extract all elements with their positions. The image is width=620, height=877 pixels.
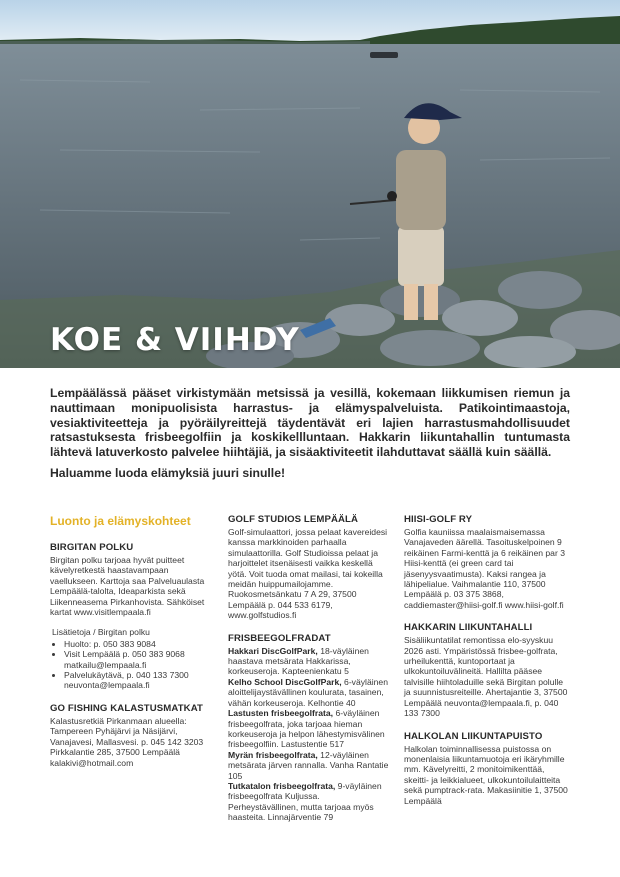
frisbee-entry-name: Tutkatalon frisbeegolfrata, bbox=[228, 780, 336, 791]
hakkari-heading: HAKKARIN LIIKUNTAHALLI bbox=[404, 622, 533, 634]
halkola-block bbox=[404, 731, 570, 806]
birgitan-text: Birgitan polku tarjoaa hyvät puitteet kävelyretkestä haastavampaan vaellukseen. Karttoja saa Palveluaulasta Lempäälä-talolta, Ideaparkista sekä Liikenneasema Pirkanhovista. Sähköiset kartat www.visitlempaala.fi bbox=[50, 555, 205, 618]
slogan: Haluamme luoda elämyksiä juuri sinulle! bbox=[50, 466, 286, 480]
birgitan-heading: BIRGITAN POLKU bbox=[50, 542, 134, 553]
birgitan-polku-block bbox=[50, 542, 215, 691]
frisbee-block bbox=[228, 633, 390, 823]
gofishing-text: Kalastusretkiä Pirkanmaan alueella: Tampereen Pyhäjärvi ja Näsijärvi, Vanajavesi, Mallasvesi. p. 045 142 3203 Pirkkalantie 285, 37500 Lempäälä kalakivi@hotmail.com bbox=[50, 715, 204, 768]
gofishing-block bbox=[50, 703, 215, 768]
golfstudios-block bbox=[228, 514, 390, 621]
section-title: Luonto ja elämyskohteet bbox=[50, 514, 191, 528]
column-golf bbox=[228, 514, 390, 835]
frisbee-entry-name: Kelho School DiscGolfPark, bbox=[228, 676, 342, 687]
frisbee-entry-text: 18-väyläinen haastava metsärata Hakkarissa, korkeuseroja. Kapteenienkatu 5 bbox=[228, 645, 369, 677]
halkola-heading: HALKOLAN LIIKUNTAPUISTO bbox=[404, 730, 543, 742]
contact-item: • Huolto: p. 050 383 9084 bbox=[64, 639, 215, 649]
golfstudios-heading: GOLF STUDIOS LEMPÄÄLÄ bbox=[228, 514, 359, 525]
hero-illustration bbox=[0, 0, 620, 368]
golfstudios-text: Golf-simulaattori, jossa pelaat kavereidesi kanssa markkinoiden parhaalla simulaattorilla. Golf Studioissa pelaat ja harjoittelet itsenäisesti vaikka keskellä yötä. Voit tuoda omat mailasi, tai kokeilla meidän huippumailojamme. Ruokosmetsänkatu 7 A 29, 37500 Lempäälä p. 044 533 6179, www.golfstudios.fi bbox=[228, 527, 388, 621]
frisbee-list bbox=[228, 646, 390, 823]
hiisigolf-text: Golfia kauniissa maalaismaisemassa Vanajaveden äärellä. Tasoituskelpoinen 9 reikäinen Farmi-kenttä ja 6 reikäinen par 3 Hiisi-kenttä (ei green card tai jäsenyysvaatimusta). Kaksi rangea ja lähipelialue. Vaihmalantie 110, 37500 Lempäälä p. 03 375 3868, caddiemaster@hiisi-golf.fi www.hiisi-golf.fi bbox=[404, 527, 565, 610]
contact-item: • Visit Lempäälä p. 050 383 9068 matkailu@lempaala.fi bbox=[64, 649, 215, 670]
frisbee-entry bbox=[228, 677, 390, 708]
frisbee-entry-text: 6-väyläinen frisbeegolfrata, joka tarjoaa hieman korkeuseroja ja helpon lähestymisvälinen frisbeegolfiin. Lastustentie 517 bbox=[228, 708, 385, 750]
frisbee-entry-text: 6-väyläinen aloittelijaystävällinen koulurata, tasainen, vähän korkeuseroja. Kelhontie 40 bbox=[228, 676, 388, 708]
frisbee-entry bbox=[228, 708, 390, 750]
frisbee-entry-name: Lastusten frisbeegolfrata, bbox=[228, 708, 334, 719]
hero-photo bbox=[0, 0, 620, 368]
frisbee-entry bbox=[228, 781, 390, 823]
column-sports bbox=[404, 514, 570, 818]
hiisigolf-heading: HIISI-GOLF RY bbox=[404, 514, 473, 525]
birgitan-contacts bbox=[50, 639, 215, 691]
gofishing-heading: GO FISHING KALASTUSMATKAT bbox=[50, 702, 203, 714]
frisbee-entry-text: 9-väyläinen frisbeegolfrata Kuljussa. Perheystävällinen, mutta tarjoaa myös haasteita. Linnajärventie 79 bbox=[228, 780, 382, 823]
halkola-text: Halkolan toiminnallisessa puistossa on monenlaisia liikuntamuotoja eri ikäryhmille mm. Kävelyreitti, 2 monitoimikenttää, skeitti- ja leikkialueet, ulkokuntoilulaitteita sekä pumptrack-rata. Makasiinitie 1, 37500 Lempäälä bbox=[404, 743, 568, 806]
hiisigolf-block bbox=[404, 514, 570, 610]
frisbee-entry-name: Myrän frisbeegolfrata, bbox=[228, 749, 318, 760]
hakkari-text: Sisäliikuntatilat remontissa elo-syyskuu 2026 asti. Ympäristössä frisbee-golfrata, urheilukenttä, kuntoportaat ja ulkokuntoiluvälineitä. Hallilta pääsee talvisille hiihtoladuille sekä Birgitan polulle ja suunnistusreiteille. Ahertajantie 3, 37500 Lempäälä neuvonta@lempaala.fi, p. 040 133 7300 bbox=[404, 635, 568, 719]
intro-paragraph: Lempäälässä pääset virkistymään metsissä ja vesillä, kokemaan liikkumisen riemun ja nauttimaan monipuolisista harrastus- ja elämyspalveluista. Patikointimaastoja, vesiaktiviteetteja ja pyöräilyreittejä täydentävät eri lajien harrastusmahdollisuudet ratsastuksesta frisbeegolfiin ja koskikellluntaan. Hakkarin liikuntahallin tuntumasta lähtevä latuverkosto palvelee hiihtäjiä, ja sisäaktiviteetit ilahduttavat säällä kuin säällä. bbox=[50, 386, 570, 460]
hakkari-block bbox=[404, 622, 570, 718]
frisbee-heading: FRISBEEGOLFRADAT bbox=[228, 632, 331, 644]
frisbee-entry-name: Hakkari DiscGolfPark, bbox=[228, 645, 318, 656]
birgitan-contacts-label: Lisätietoja / Birgitan polku bbox=[52, 627, 150, 638]
frisbee-entry bbox=[228, 646, 390, 677]
contact-item: • Palvelukäytävä, p. 040 133 7300 neuvonta@lempaala.fi bbox=[64, 670, 215, 691]
frisbee-entry bbox=[228, 750, 390, 781]
column-nature bbox=[50, 514, 215, 780]
page-title: KOE & VIIHDY bbox=[50, 322, 300, 358]
frisbee-entry-text: 12-väyläinen metsärata järven rannalla. Vanha Rantatie 105 bbox=[228, 749, 389, 781]
